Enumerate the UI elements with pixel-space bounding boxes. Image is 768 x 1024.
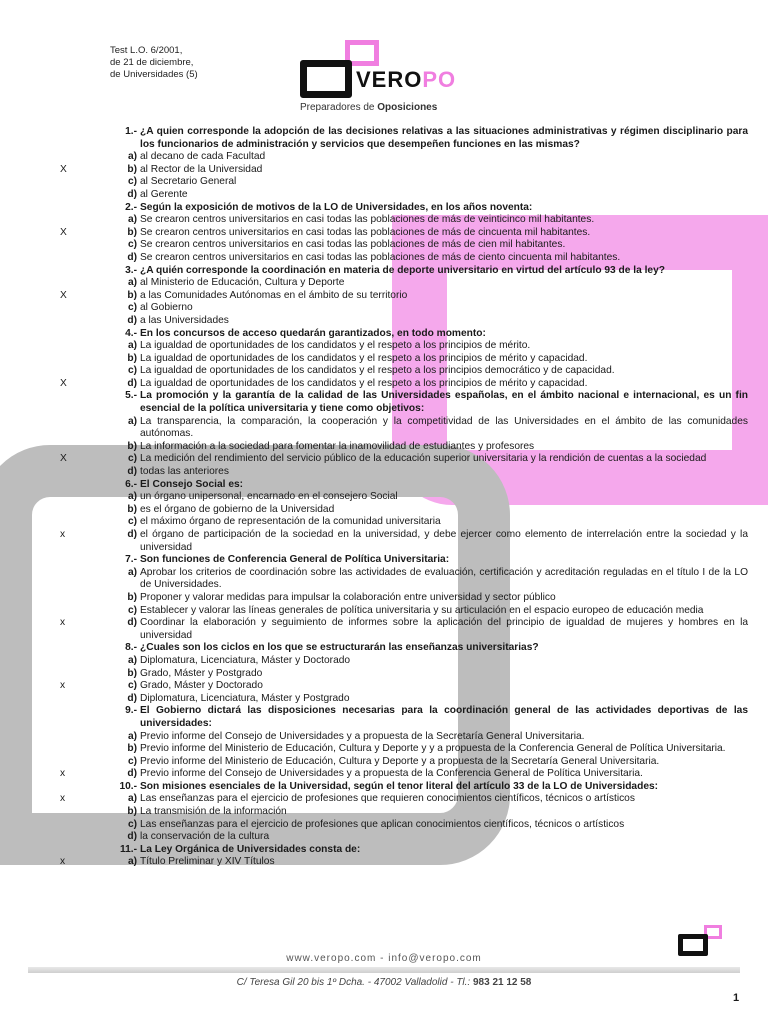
option-row — [58, 856, 748, 869]
option-row — [58, 252, 748, 265]
question-row — [58, 265, 748, 278]
option-text: La igualdad de oportunidades de los candidatos y el respeto a los principios de mérito y capacidad. — [140, 352, 588, 364]
option-row — [58, 277, 748, 290]
option-text: la conservación de la cultura — [140, 831, 270, 843]
option-letter: c) — [127, 365, 137, 377]
option-row — [58, 617, 748, 642]
option-text: Las enseñanzas para el ejercicio de profesiones que aplican conocimientos científicos, técnicos o artísticos — [140, 818, 625, 830]
question-number: 1.- — [125, 126, 137, 137]
option-letter: d) — [127, 617, 137, 629]
option-text: al Secretario General — [140, 176, 237, 188]
option-row — [58, 365, 748, 378]
option-letter: c) — [127, 680, 137, 692]
option-row — [58, 793, 748, 806]
option-text: La igualdad de oportunidades de los candidatos y el respeto a los principios democrático y de capacidad. — [140, 365, 615, 377]
test-reference-line: Test L.O. 6/2001, — [110, 45, 183, 56]
question-number: 4.- — [125, 327, 137, 339]
option-row — [58, 416, 748, 441]
option-text: Se crearon centros universitarios en casi todas las poblaciones de más de cien mil habitantes. — [140, 239, 566, 251]
option-row — [58, 189, 748, 202]
option-text: La transmisión de la información — [140, 806, 287, 818]
option-letter: c) — [127, 239, 137, 251]
option-row — [58, 831, 748, 844]
option-text: al Ministerio de Educación, Cultura y Deporte — [140, 277, 345, 289]
option-letter: c) — [127, 453, 137, 465]
option-letter: b) — [127, 352, 137, 364]
option-row — [58, 340, 748, 353]
page-number: 1 — [733, 992, 740, 1004]
logo-tagline — [300, 102, 437, 113]
option-text: al decano de cada Facultad — [140, 151, 266, 163]
option-row — [58, 302, 748, 315]
option-letter: a) — [127, 151, 137, 163]
footer-logo-black-square — [678, 934, 708, 956]
option-letter: b) — [127, 226, 137, 238]
answer-mark: x — [60, 529, 66, 540]
option-text: al Rector de la Universidad — [140, 163, 263, 175]
question-text: Según la exposición de motivos de la LO de Universidades, en los años noventa: — [140, 201, 533, 213]
option-text: Previo informe del Consejo de Universidades y a propuesta de la Secretaría General Universitaria. — [140, 730, 585, 742]
option-row — [58, 378, 748, 391]
answer-mark: X — [60, 377, 67, 389]
option-letter: a) — [127, 566, 137, 578]
option-text: el máximo órgano de representación de la comunidad universitaria — [140, 516, 441, 528]
answer-mark: X — [60, 226, 67, 238]
option-letter: b) — [127, 503, 137, 515]
option-letter: d) — [127, 466, 137, 478]
option-text: La transparencia, la comparación, la cooperación y la competitividad de las Universidades en el ámbito de las comunidades autónomas. — [140, 415, 748, 440]
option-letter: a) — [127, 491, 137, 503]
option-letter: a) — [127, 730, 137, 742]
footer-address — [0, 977, 768, 988]
question-number: 6.- — [125, 478, 137, 490]
option-row — [58, 290, 748, 303]
option-letter: d) — [127, 314, 137, 326]
answer-mark: x — [60, 680, 66, 692]
question-number: 8.- — [125, 642, 137, 654]
question-text: ¿A quién corresponde la coordinación en materia de deporte universitario en virtud del artículo 93 de la ley? — [140, 264, 665, 276]
option-row — [58, 214, 748, 227]
option-row — [58, 567, 748, 592]
option-text: Diplomatura, Licenciatura, Máster y Doctorado — [140, 654, 351, 666]
option-row — [58, 743, 748, 756]
test-reference-line: de 21 de diciembre, — [110, 57, 194, 68]
option-letter: b) — [127, 806, 137, 818]
option-row — [58, 353, 748, 366]
option-row — [58, 768, 748, 781]
option-text: todas las anteriores — [140, 466, 229, 478]
question-text: Son misiones esenciales de la Universidad, según el tenor literal del artículo 33 de la LO de Universidades: — [140, 780, 659, 792]
option-row — [58, 731, 748, 744]
option-text: Establecer y valorar las líneas generales de política universitaria y su articulación en el espacio europeo de educación media — [140, 604, 704, 616]
option-row — [58, 239, 748, 252]
answer-mark: x — [60, 768, 66, 780]
footer-url: www.veropo.com - info@veropo.com — [286, 953, 482, 964]
answer-mark: x — [60, 793, 66, 805]
option-text: Grado, Máster y Doctorado — [140, 680, 263, 692]
option-letter: c) — [127, 604, 137, 616]
option-text: Se crearon centros universitarios en casi todas las poblaciones de más de ciento cincuenta mil habitantes. — [140, 251, 621, 263]
option-text: Las enseñanzas para el ejercicio de profesiones que requieren conocimientos científicos, técnicos o artísticos — [140, 793, 635, 805]
option-letter: c) — [127, 176, 137, 188]
option-text: un órgano unipersonal, encarnado en el consejero Social — [140, 491, 398, 503]
option-row — [58, 529, 748, 554]
answer-mark: X — [60, 289, 67, 301]
option-letter: a) — [127, 793, 137, 805]
veropo-logo — [300, 40, 470, 120]
question-text: El Consejo Social es: — [140, 478, 244, 490]
option-text: al Gerente — [140, 188, 188, 200]
question-text: ¿Cuales son los ciclos en los que se estructurarán las enseñanzas universitarias? — [140, 642, 539, 654]
option-letter: b) — [127, 440, 137, 452]
option-text: el órgano de participación de la sociedad en la universidad, y debe ejercer como elemento de interrelación entre la sociedad y la universidad — [140, 529, 748, 553]
option-text: es el órgano de gobierno de la Universidad — [140, 503, 335, 515]
option-row — [58, 680, 748, 693]
footer-phone: 983 21 12 58 — [472, 977, 532, 988]
question-row — [58, 328, 748, 341]
option-text: Aprobar los criterios de coordinación sobre las actividades de evaluación, certificación y acreditación reguladas en el título I de la LO de Universidades. — [140, 566, 748, 591]
option-letter: a) — [127, 856, 137, 868]
option-text: Título Preliminar y XIV Títulos — [140, 856, 275, 868]
option-row — [58, 453, 748, 466]
question-row — [58, 844, 748, 857]
footer-address-text: C/ Teresa Gil 20 bis 1º Dcha. - 47002 Valladolid - Tl.: — [236, 977, 473, 988]
option-letter: d) — [127, 692, 137, 704]
option-letter: b) — [127, 289, 137, 301]
option-text: Proponer y valorar medidas para impulsar la colaboración entre universidad y sector público — [140, 591, 556, 603]
question-number: 3.- — [125, 264, 137, 276]
option-letter: b) — [127, 591, 137, 603]
answer-mark: X — [60, 453, 67, 465]
question-number: 11.- — [120, 843, 137, 855]
option-letter: d) — [127, 251, 137, 263]
option-letter: a) — [127, 214, 137, 226]
option-letter: d) — [127, 831, 137, 843]
option-row — [58, 466, 748, 479]
question-row — [58, 781, 748, 794]
option-text: Coordinar la elaboración y seguimiento de informes sobre la aplicación del principio de igualdad de mujeres y hombres en la universidad — [140, 617, 748, 641]
question-row — [58, 126, 748, 151]
question-list — [58, 126, 748, 869]
option-letter: c) — [127, 755, 137, 767]
option-letter: a) — [127, 277, 137, 289]
option-text: a las Universidades — [140, 314, 229, 326]
option-letter: a) — [127, 340, 137, 352]
question-row — [58, 202, 748, 215]
option-row — [58, 164, 748, 177]
option-row — [58, 227, 748, 240]
option-row — [58, 668, 748, 681]
logo-black-square-icon — [300, 60, 352, 98]
option-row — [58, 592, 748, 605]
logo-word-b: PO — [422, 67, 457, 92]
option-letter: b) — [127, 743, 137, 755]
option-row — [58, 441, 748, 454]
question-number: 5.- — [125, 390, 137, 402]
logo-wordmark — [356, 67, 456, 93]
option-letter: c) — [127, 516, 137, 528]
question-row — [58, 705, 748, 730]
test-reference-line: de Universidades (5) — [110, 69, 198, 80]
option-row — [58, 806, 748, 819]
option-text: Grado, Máster y Postgrado — [140, 667, 263, 679]
footer-divider — [28, 967, 740, 973]
question-text: La promoción y la garantía de la calidad de las Universidades españolas, en el ámbito nacional e internacional, es un fin esencial de la política universitaria y tiene como objetivos: — [140, 390, 748, 415]
option-row — [58, 693, 748, 706]
option-letter: b) — [127, 163, 137, 175]
answer-mark: x — [60, 856, 66, 868]
option-row — [58, 516, 748, 529]
question-row — [58, 390, 748, 415]
question-number: 2.- — [125, 201, 137, 213]
question-text: ¿A quien corresponde la adopción de las decisiones relativas a las situaciones administrativas y régimen disciplinario para los funcionarios de administración y servicios que desempeñen funciones en las mismas? — [140, 126, 748, 150]
option-row — [58, 504, 748, 517]
option-text: Se crearon centros universitarios en casi todas las poblaciones de más de veinticinco mil habitantes. — [140, 214, 595, 226]
option-letter: a) — [127, 415, 137, 427]
option-row — [58, 491, 748, 504]
option-letter: d) — [127, 529, 137, 540]
option-text: La igualdad de oportunidades de los candidatos y el respeto a los principios de mérito y capacidad. — [140, 377, 588, 389]
logo-tag-a: Preparadores de — [300, 102, 378, 113]
option-row — [58, 605, 748, 618]
option-letter: b) — [127, 667, 137, 679]
option-text: Previo informe del Ministerio de Educación, Cultura y Deporte y y a propuesta de la Conferencia General de Política Universitaria. — [140, 743, 726, 755]
option-text: Diplomatura, Licenciatura, Máster y Postgrado — [140, 692, 350, 704]
option-letter: c) — [127, 818, 137, 830]
option-row — [58, 315, 748, 328]
question-text: El Gobierno dictará las disposiciones necesarias para la coordinación general de las actividades deportivas de las universidades: — [140, 705, 748, 729]
option-text: Previo informe del Ministerio de Educación, Cultura y Deporte y a propuesta de la Secretaría General Universitaria. — [140, 755, 660, 767]
option-text: La información a la sociedad para fomentar la inamovilidad de estudiantes y profesores — [140, 440, 535, 452]
question-row — [58, 642, 748, 655]
option-row — [58, 176, 748, 189]
option-row — [58, 819, 748, 832]
option-text: a las Comunidades Autónomas en el ámbito de su territorio — [140, 289, 408, 301]
option-row — [58, 756, 748, 769]
question-text: Son funciones de Conferencia General de Política Universitaria: — [140, 554, 450, 566]
option-text: al Gobierno — [140, 302, 193, 314]
footer-logo-icon — [678, 925, 728, 965]
question-row — [58, 479, 748, 492]
question-row — [58, 554, 748, 567]
question-number: 7.- — [125, 554, 137, 566]
question-text: En los concursos de acceso quedarán garantizados, en todo momento: — [140, 327, 486, 339]
option-letter: c) — [127, 302, 137, 314]
option-text: Previo informe del Consejo de Universidades y a propuesta de la Conferencia General de Política Universitaria. — [140, 768, 643, 780]
logo-tag-b: Oposiciones — [377, 102, 438, 113]
option-letter: d) — [127, 377, 137, 389]
question-number: 9.- — [125, 705, 137, 717]
logo-word-a: VERO — [356, 67, 423, 92]
answer-mark: X — [60, 163, 67, 175]
option-text: La igualdad de oportunidades de los candidatos y el respeto a los principios de mérito. — [140, 340, 531, 352]
question-text: La Ley Orgánica de Universidades consta de: — [140, 843, 361, 855]
test-reference — [110, 45, 198, 81]
option-text: Se crearon centros universitarios en casi todas las poblaciones de más de cincuenta mil habitantes. — [140, 226, 591, 238]
option-letter: d) — [127, 768, 137, 780]
option-text: La medición del rendimiento del servicio público de la educación superior universitaria y la rendición de cuentas a la sociedad — [140, 453, 707, 465]
question-number: 10.- — [119, 780, 137, 792]
option-row — [58, 655, 748, 668]
answer-mark: x — [60, 617, 66, 629]
option-letter: d) — [127, 188, 137, 200]
option-row — [58, 151, 748, 164]
option-letter: a) — [127, 654, 137, 666]
